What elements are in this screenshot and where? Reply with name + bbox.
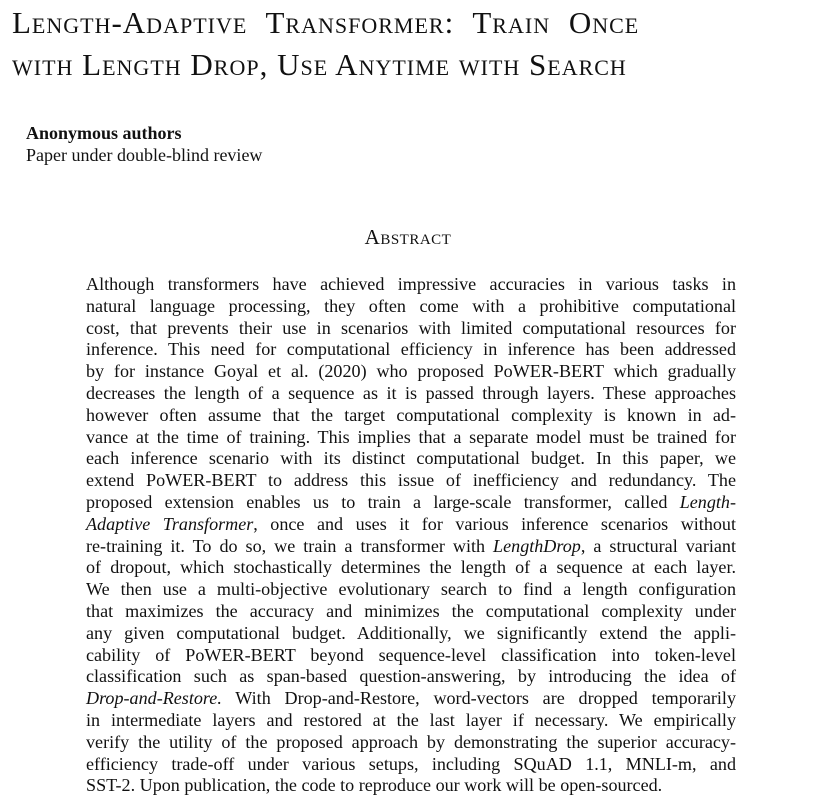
abstract-line: Adaptive Transformer, once and uses it for various inference scenarios without: [86, 513, 736, 534]
title-line-1: Length-Adaptive Transformer: Train Once: [12, 5, 640, 40]
abstract-line: decreases the length of a sequence as it is passed through layers. These approaches: [86, 382, 736, 403]
abstract-line: SST-2. Upon publication, the code to reproduce our work will be open-sourced.: [86, 775, 663, 796]
abstract-heading: Abstract: [364, 225, 452, 249]
abstract-line: of dropout, which stochastically determines the length of a sequence at each layer.: [86, 557, 736, 578]
abstract-line: We then use a multi-objective evolutionary search to find a length configuration: [86, 579, 736, 600]
abstract-line: cability of PoWER-BERT beyond sequence-level classification into token-level: [86, 644, 736, 665]
abstract-line: verify the utility of the proposed approach by demonstrating the superior accuracy-: [86, 731, 736, 752]
author-block: [26, 122, 262, 166]
abstract-line: in intermediate layers and restored at the last layer if necessary. We empirically: [86, 709, 736, 730]
paper-title: [12, 2, 812, 86]
abstract-line: however often assume that the target computational complexity is known in ad-: [86, 404, 736, 425]
abstract-line: re-training it. To do so, we train a transformer with LengthDrop, a structural variant: [86, 535, 736, 556]
abstract-line: natural language processing, they often come with a prohibitive computational: [86, 295, 736, 316]
abstract-line: proposed extension enables us to train a large-scale transformer, called Length-: [86, 491, 736, 512]
abstract-line: inference. This need for computational efficiency in inference has been addressed: [86, 339, 736, 360]
abstract-line: Drop-and-Restore. With Drop-and-Restore, word-vectors are dropped temporarily: [86, 688, 736, 709]
abstract-line: extend PoWER-BERT to address this issue of inefficiency and redundancy. The: [86, 470, 736, 491]
title-line-2: with Length Drop, Use Anytime with Search: [12, 47, 627, 82]
abstract-line: efficiency trade-off under various setups, including SQuAD 1.1, MNLI-m, and: [86, 753, 736, 774]
abstract-line: Although transformers have achieved impressive accuracies in various tasks in: [86, 274, 736, 294]
author-name: Anonymous authors: [26, 123, 182, 143]
abstract-line: cost, that prevents their use in scenarios with limited computational resources for: [86, 317, 736, 338]
abstract-body: [86, 274, 736, 797]
abstract-line: classification such as span-based question-answering, by introducing the idea of: [86, 666, 736, 687]
abstract-line: by for instance Goyal et al. (2020) who proposed PoWER-BERT which gradually: [86, 361, 736, 382]
abstract-line: vance at the time of training. This implies that a separate model must be trained for: [86, 426, 736, 447]
abstract-line: each inference scenario with its distinct computational budget. In this paper, we: [86, 448, 736, 469]
abstract-line: any given computational budget. Additionally, we significantly extend the appli-: [86, 622, 736, 643]
author-affiliation: Paper under double-blind review: [26, 145, 263, 165]
abstract-line: that maximizes the accuracy and minimizes the computational complexity under: [86, 600, 736, 621]
